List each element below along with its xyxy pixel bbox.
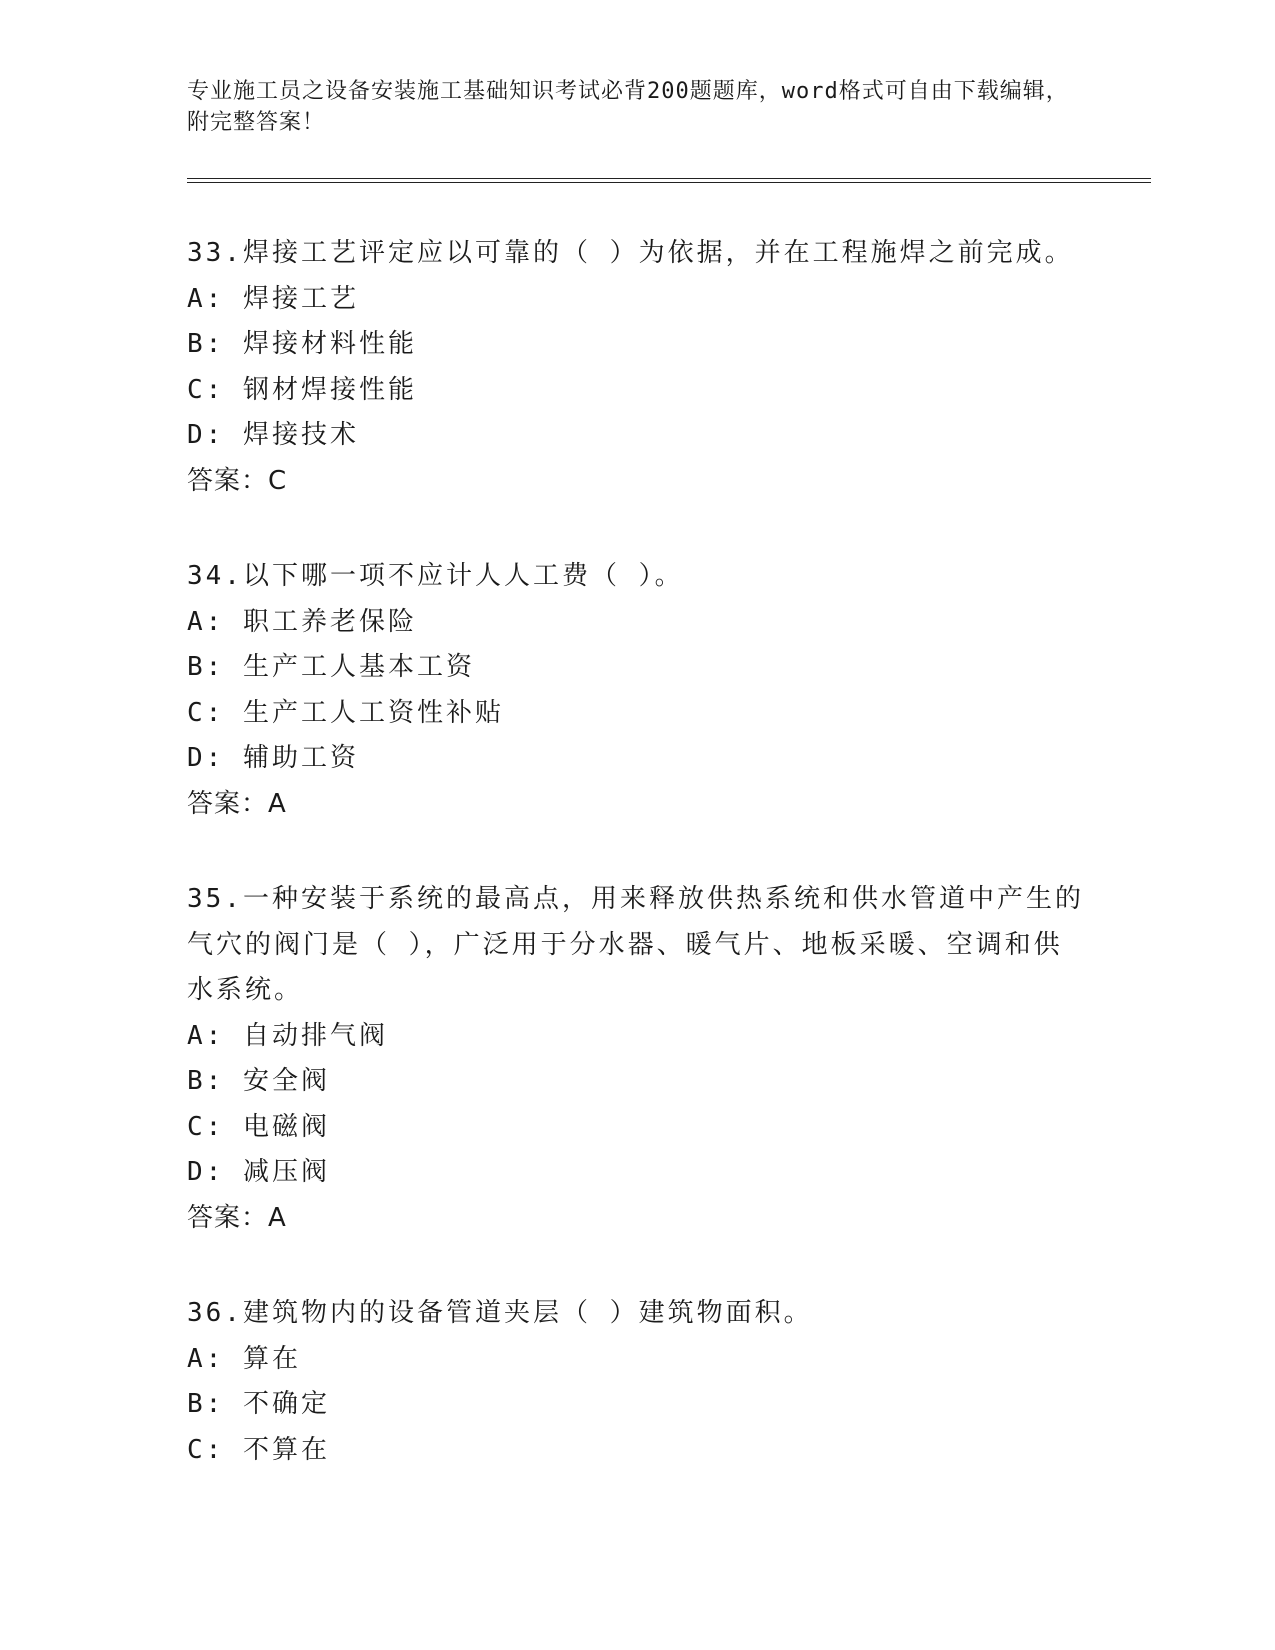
question-33 (187, 231, 1087, 504)
document-header: 专业施工员之设备安装施工基础知识考试必背200题题库，word格式可自由下载编辑，附完整答案！ (187, 79, 1069, 135)
question-34 (187, 554, 1087, 827)
question-35 (187, 877, 1087, 1241)
option-c: C: 生产工人工资性补贴 (187, 697, 504, 728)
option-d: D: 焊接技术 (187, 420, 359, 450)
option-a: A: 算在 (187, 1343, 301, 1374)
option-c: C: 钢材焊接性能 (187, 374, 417, 405)
option-c: C: 不算在 (187, 1434, 330, 1465)
option-a: A: 焊接工艺 (187, 283, 359, 314)
option-b: B: 生产工人基本工资 (187, 652, 475, 682)
header-divider-bottom (187, 182, 1151, 183)
option-a: A: 职工养老保险 (187, 606, 417, 637)
option-b: B: 焊接材料性能 (187, 329, 417, 359)
answer: 答案：A (187, 788, 287, 819)
option-a: A: 自动排气阀 (187, 1020, 388, 1051)
option-d: D: 减压阀 (187, 1157, 330, 1187)
answer: 答案：C (187, 465, 288, 496)
option-b: B: 安全阀 (187, 1066, 330, 1096)
option-d: D: 辅助工资 (187, 743, 359, 773)
question-stem: 34.以下哪一项不应计人人工费（ ）。 (187, 561, 684, 591)
question-stem: 35.一种安装于系统的最高点，用来释放供热系统和供水管道中产生的气穴的阀门是（ ），广泛用于分水器、暖气片、地板采暖、空调和供水系统。 (187, 884, 1084, 1005)
question-stem: 33.焊接工艺评定应以可靠的（ ）为依据，并在工程施焊之前完成。 (187, 238, 1074, 268)
option-b: B: 不确定 (187, 1389, 330, 1419)
question-list (187, 231, 1087, 1523)
question-36 (187, 1291, 1087, 1473)
option-c: C: 电磁阀 (187, 1111, 330, 1142)
question-stem: 36.建筑物内的设备管道夹层（ ）建筑物面积。 (187, 1298, 813, 1328)
answer: 答案：A (187, 1202, 287, 1233)
header-divider-top (187, 178, 1151, 179)
